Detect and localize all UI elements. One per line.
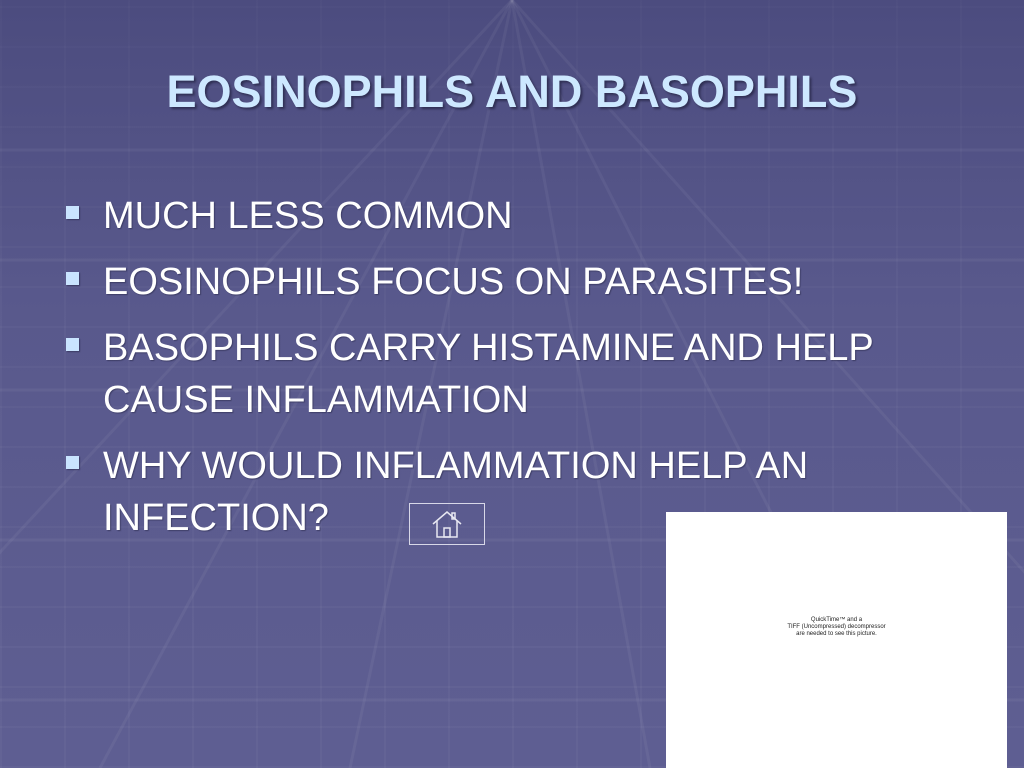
bullet-item: [62, 256, 962, 308]
bullet-text: EOSINOPHILS FOCUS ON PARASITES!: [103, 261, 804, 303]
bullet-text: WHY WOULD INFLAMMATION HELP AN INFECTION?: [103, 445, 809, 539]
square-bullet-icon: [66, 272, 79, 285]
bullet-text: MUCH LESS COMMON: [103, 195, 513, 237]
placeholder-message: QuickTime™ and a TIFF (Uncompressed) decompressor are needed to see this picture.: [787, 616, 886, 637]
bullet-item: [62, 322, 962, 426]
square-bullet-icon: [66, 206, 79, 219]
square-bullet-icon: [66, 338, 79, 351]
bullet-item: [62, 190, 962, 242]
home-button[interactable]: [409, 503, 485, 545]
slide-title: EOSINOPHILS AND BASOPHILS: [166, 66, 858, 117]
quicktime-placeholder-image: [666, 512, 1007, 768]
square-bullet-icon: [66, 456, 79, 469]
bullet-list: [62, 190, 962, 558]
bullet-text: BASOPHILS CARRY HISTAMINE AND HELP CAUSE INFLAMMATION: [103, 327, 874, 421]
home-icon: [430, 509, 464, 539]
